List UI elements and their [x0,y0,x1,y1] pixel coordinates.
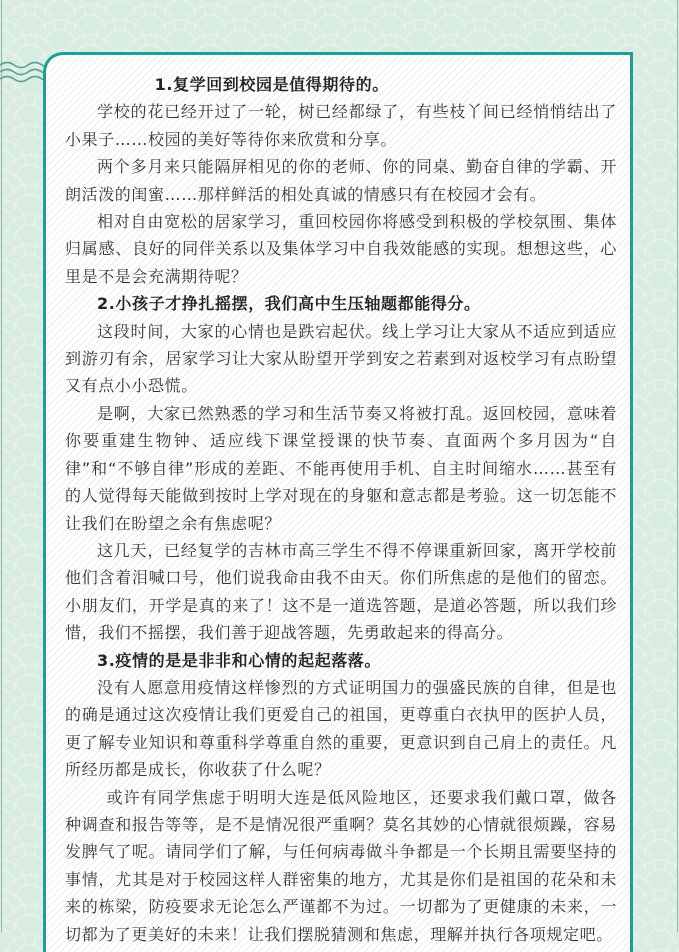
section-heading-3: 3.疫情的是是非非和心情的起起落落。 [97,650,382,670]
article-body [65,71,617,948]
section-heading-2: 2.小孩子才挣扎摇摆，我们高中生压轴题都能得分。 [97,294,481,314]
paragraph: 学校的花已经开过了一轮，树已经都绿了，有些枝丫间已经悄悄结出了小果子……校园的美好等待你来欣赏和分享。 [65,102,617,149]
section-heading-1: 1.复学回到校园是值得期待的。 [154,75,389,94]
page-border-left [1,0,2,932]
paragraph: 或许有同学焦虑于明明大连是低风险地区，还要求我们戴口罩，做各种调查和报告等等，是不是情况很严重啊？莫名其妙的心情就很烦躁，容易发脾气了呢。请同学们了解，与任何病毒做斗争都是一个长期且需要坚持的事情，尤其是对于校园这样人群密集的地方，尤其是你们是祖国的花朵和未来的栋梁，防疫要求无论怎么严谨都不为过。一切都为了更健康的未来，一切都为了更美好的未来！让我们摆脱猜测和焦虑，理解并执行各项规定吧。 [65,787,617,944]
paragraph: 两个多月来只能隔屏相见的你的老师、你的同桌、勤奋自律的学霸、开朗活泼的闺蜜……那样鲜活的相处真诚的情感只有在校园才会有。 [65,157,617,204]
paragraph: 相对自由宽松的居家学习，重回校园你将感受到积极的学校氛围、集体归属感、良好的同伴关系以及集体学习中自我效能感的实现。想想这些，心里是不是会充满期待呢？ [65,212,617,286]
page-border-right [677,0,678,932]
paragraph: 是啊，大家已然熟悉的学习和生活节奏又将被打乱。返回校园，意味着你要重建生物钟、适应线下课堂授课的快节奏、直面两个多月因为“自律”和“不够自律”形成的差距、不能再使用手机、自主时间缩水……甚至有的人觉得每天能做到按时上学对现在的身躯和意志都是考验。这一切怎能不让我们在盼望之余有焦虑呢？ [65,403,617,533]
paragraph: 这段时间，大家的心情也是跌宕起伏。线上学习让大家从不适应到适应到游刃有余，居家学习让大家从盼望开学到安之若素到对返校学习有点盼望又有点小小恐慌。 [65,321,617,396]
paragraph: 这几天，已经复学的吉林市高三学生不得不停课重新回家，离开学校前他们含着泪喊口号，他们说我命由我不由天。你们所焦虑的是他们的留恋。小朋友们，开学是真的来了！这不是一道选答题，是道必答题，所以我们珍惜，我们不摇摆，我们善于迎战答题，先勇敢起来的得高分。 [65,540,617,643]
paragraph: 没有人愿意用疫情这样惨烈的方式证明国力的强盛民族的自律，但是也的确是通过这次疫情让我们更爱自己的祖国，更尊重白衣执甲的医护人员，更了解专业知识和尊重科学尊重自然的重要，更意识到自己肩上的责任。凡所经历都是成长，你收获了什么呢？ [65,677,617,780]
